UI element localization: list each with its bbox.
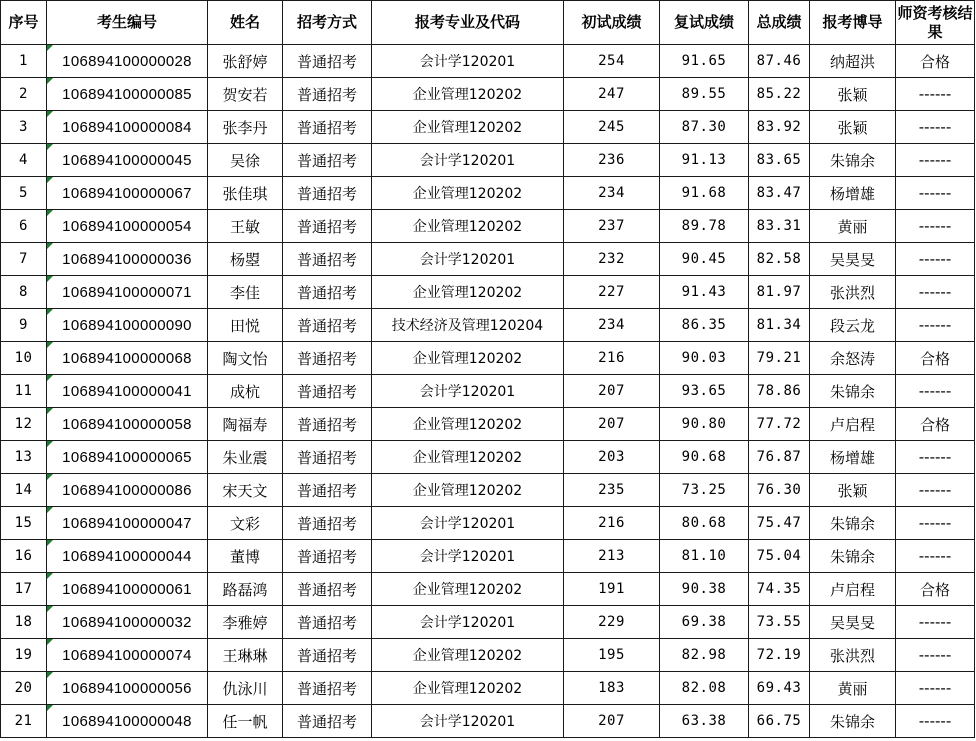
cell-major-code: 企业管理120202 bbox=[372, 474, 564, 507]
table-row bbox=[1, 672, 975, 705]
cell-supervisor: 张颖 bbox=[810, 474, 896, 507]
cell-admission-mode: 普通招考 bbox=[283, 111, 372, 144]
cell-name: 陶文怡 bbox=[208, 342, 283, 375]
cell-candidate-id: 106894100000047 bbox=[47, 507, 208, 540]
cell-seq: 21 bbox=[1, 705, 47, 738]
cell-major-code: 会计学120201 bbox=[372, 243, 564, 276]
cell-retest-score: 82.08 bbox=[660, 672, 749, 705]
cell-candidate-id: 106894100000065 bbox=[47, 441, 208, 474]
cell-initial-score: 237 bbox=[564, 210, 660, 243]
cell-supervisor: 黄丽 bbox=[810, 210, 896, 243]
cell-retest-score: 91.43 bbox=[660, 276, 749, 309]
cell-major-code: 会计学120201 bbox=[372, 507, 564, 540]
cell-major-code: 企业管理120202 bbox=[372, 111, 564, 144]
header-candidate-id: 考生编号 bbox=[47, 1, 208, 45]
cell-retest-score: 91.68 bbox=[660, 177, 749, 210]
cell-seq: 16 bbox=[1, 540, 47, 573]
cell-major-code: 会计学120201 bbox=[372, 144, 564, 177]
cell-admission-mode: 普通招考 bbox=[283, 342, 372, 375]
cell-admission-mode: 普通招考 bbox=[283, 507, 372, 540]
cell-initial-score: 191 bbox=[564, 573, 660, 606]
cell-initial-score: 207 bbox=[564, 375, 660, 408]
table-row bbox=[1, 507, 975, 540]
cell-total-score: 83.65 bbox=[749, 144, 810, 177]
cell-major-code: 会计学120201 bbox=[372, 540, 564, 573]
table-row bbox=[1, 111, 975, 144]
cell-admission-mode: 普通招考 bbox=[283, 408, 372, 441]
table-row bbox=[1, 375, 975, 408]
cell-candidate-id: 106894100000085 bbox=[47, 78, 208, 111]
cell-name: 王琳琳 bbox=[208, 639, 283, 672]
cell-total-score: 83.31 bbox=[749, 210, 810, 243]
cell-retest-score: 93.65 bbox=[660, 375, 749, 408]
cell-admission-mode: 普通招考 bbox=[283, 705, 372, 738]
table-row bbox=[1, 408, 975, 441]
cell-retest-score: 90.03 bbox=[660, 342, 749, 375]
cell-admission-mode: 普通招考 bbox=[283, 474, 372, 507]
cell-supervisor: 杨增雄 bbox=[810, 177, 896, 210]
header-seq: 序号 bbox=[1, 1, 47, 45]
cell-total-score: 85.22 bbox=[749, 78, 810, 111]
cell-faculty-review: 合格 bbox=[896, 45, 975, 78]
table-row bbox=[1, 573, 975, 606]
cell-seq: 17 bbox=[1, 573, 47, 606]
cell-supervisor: 张颖 bbox=[810, 78, 896, 111]
table-header bbox=[1, 1, 975, 45]
cell-candidate-id: 106894100000056 bbox=[47, 672, 208, 705]
cell-name: 文彩 bbox=[208, 507, 283, 540]
cell-supervisor: 张洪烈 bbox=[810, 639, 896, 672]
cell-faculty-review: ------ bbox=[896, 540, 975, 573]
cell-initial-score: 234 bbox=[564, 309, 660, 342]
cell-admission-mode: 普通招考 bbox=[283, 672, 372, 705]
cell-name: 董博 bbox=[208, 540, 283, 573]
cell-admission-mode: 普通招考 bbox=[283, 606, 372, 639]
cell-name: 田悦 bbox=[208, 309, 283, 342]
cell-seq: 13 bbox=[1, 441, 47, 474]
cell-faculty-review: ------ bbox=[896, 606, 975, 639]
cell-retest-score: 69.38 bbox=[660, 606, 749, 639]
cell-supervisor: 朱锦余 bbox=[810, 705, 896, 738]
cell-candidate-id: 106894100000028 bbox=[47, 45, 208, 78]
cell-seq: 2 bbox=[1, 78, 47, 111]
cell-major-code: 会计学120201 bbox=[372, 45, 564, 78]
cell-faculty-review: ------ bbox=[896, 507, 975, 540]
cell-faculty-review: ------ bbox=[896, 210, 975, 243]
table-row bbox=[1, 276, 975, 309]
table-row bbox=[1, 243, 975, 276]
cell-retest-score: 73.25 bbox=[660, 474, 749, 507]
cell-faculty-review: ------ bbox=[896, 474, 975, 507]
cell-major-code: 企业管理120202 bbox=[372, 408, 564, 441]
cell-name: 吴徐 bbox=[208, 144, 283, 177]
cell-supervisor: 卢启程 bbox=[810, 573, 896, 606]
table-row bbox=[1, 45, 975, 78]
header-name: 姓名 bbox=[208, 1, 283, 45]
cell-retest-score: 89.55 bbox=[660, 78, 749, 111]
cell-name: 仇泳川 bbox=[208, 672, 283, 705]
header-admission-mode: 招考方式 bbox=[283, 1, 372, 45]
cell-admission-mode: 普通招考 bbox=[283, 573, 372, 606]
cell-faculty-review: ------ bbox=[896, 309, 975, 342]
cell-admission-mode: 普通招考 bbox=[283, 243, 372, 276]
cell-faculty-review: ------ bbox=[896, 672, 975, 705]
cell-name: 路磊鸿 bbox=[208, 573, 283, 606]
cell-admission-mode: 普通招考 bbox=[283, 375, 372, 408]
cell-retest-score: 89.78 bbox=[660, 210, 749, 243]
cell-total-score: 78.86 bbox=[749, 375, 810, 408]
cell-total-score: 81.97 bbox=[749, 276, 810, 309]
cell-faculty-review: ------ bbox=[896, 375, 975, 408]
cell-name: 杨曌 bbox=[208, 243, 283, 276]
cell-retest-score: 90.45 bbox=[660, 243, 749, 276]
cell-admission-mode: 普通招考 bbox=[283, 639, 372, 672]
cell-supervisor: 吴昊旻 bbox=[810, 606, 896, 639]
cell-supervisor: 纳超洪 bbox=[810, 45, 896, 78]
cell-seq: 11 bbox=[1, 375, 47, 408]
cell-candidate-id: 106894100000074 bbox=[47, 639, 208, 672]
cell-candidate-id: 106894100000054 bbox=[47, 210, 208, 243]
cell-seq: 3 bbox=[1, 111, 47, 144]
cell-supervisor: 黄丽 bbox=[810, 672, 896, 705]
cell-total-score: 79.21 bbox=[749, 342, 810, 375]
cell-retest-score: 87.30 bbox=[660, 111, 749, 144]
cell-candidate-id: 106894100000032 bbox=[47, 606, 208, 639]
cell-retest-score: 86.35 bbox=[660, 309, 749, 342]
cell-seq: 4 bbox=[1, 144, 47, 177]
cell-admission-mode: 普通招考 bbox=[283, 177, 372, 210]
cell-initial-score: 216 bbox=[564, 342, 660, 375]
cell-total-score: 82.58 bbox=[749, 243, 810, 276]
cell-supervisor: 杨增雄 bbox=[810, 441, 896, 474]
table-row bbox=[1, 177, 975, 210]
cell-name: 陶福寿 bbox=[208, 408, 283, 441]
cell-name: 王敏 bbox=[208, 210, 283, 243]
table-row bbox=[1, 441, 975, 474]
header-faculty-review: 师资考核结果 bbox=[896, 1, 975, 45]
cell-supervisor: 卢启程 bbox=[810, 408, 896, 441]
header-total-score: 总成绩 bbox=[749, 1, 810, 45]
table-row bbox=[1, 606, 975, 639]
cell-retest-score: 80.68 bbox=[660, 507, 749, 540]
cell-initial-score: 229 bbox=[564, 606, 660, 639]
cell-admission-mode: 普通招考 bbox=[283, 210, 372, 243]
cell-name: 朱业震 bbox=[208, 441, 283, 474]
cell-major-code: 会计学120201 bbox=[372, 606, 564, 639]
cell-faculty-review: 合格 bbox=[896, 408, 975, 441]
cell-initial-score: 232 bbox=[564, 243, 660, 276]
cell-initial-score: 227 bbox=[564, 276, 660, 309]
cell-supervisor: 朱锦余 bbox=[810, 144, 896, 177]
cell-initial-score: 245 bbox=[564, 111, 660, 144]
cell-major-code: 企业管理120202 bbox=[372, 78, 564, 111]
cell-major-code: 企业管理120202 bbox=[372, 672, 564, 705]
cell-candidate-id: 106894100000068 bbox=[47, 342, 208, 375]
cell-total-score: 75.04 bbox=[749, 540, 810, 573]
cell-initial-score: 207 bbox=[564, 408, 660, 441]
table-row bbox=[1, 540, 975, 573]
cell-major-code: 会计学120201 bbox=[372, 375, 564, 408]
cell-total-score: 69.43 bbox=[749, 672, 810, 705]
cell-total-score: 76.87 bbox=[749, 441, 810, 474]
cell-supervisor: 张洪烈 bbox=[810, 276, 896, 309]
cell-major-code: 企业管理120202 bbox=[372, 573, 564, 606]
table-row bbox=[1, 78, 975, 111]
cell-total-score: 73.55 bbox=[749, 606, 810, 639]
cell-admission-mode: 普通招考 bbox=[283, 540, 372, 573]
cell-name: 张舒婷 bbox=[208, 45, 283, 78]
cell-initial-score: 183 bbox=[564, 672, 660, 705]
table-body bbox=[1, 45, 975, 738]
cell-seq: 19 bbox=[1, 639, 47, 672]
cell-supervisor: 段云龙 bbox=[810, 309, 896, 342]
cell-total-score: 66.75 bbox=[749, 705, 810, 738]
cell-seq: 10 bbox=[1, 342, 47, 375]
cell-major-code: 会计学120201 bbox=[372, 705, 564, 738]
header-supervisor: 报考博导 bbox=[810, 1, 896, 45]
cell-total-score: 81.34 bbox=[749, 309, 810, 342]
cell-major-code: 企业管理120202 bbox=[372, 342, 564, 375]
cell-admission-mode: 普通招考 bbox=[283, 441, 372, 474]
cell-faculty-review: 合格 bbox=[896, 342, 975, 375]
cell-total-score: 75.47 bbox=[749, 507, 810, 540]
cell-retest-score: 63.38 bbox=[660, 705, 749, 738]
cell-faculty-review: 合格 bbox=[896, 573, 975, 606]
cell-retest-score: 90.80 bbox=[660, 408, 749, 441]
cell-name: 李雅婷 bbox=[208, 606, 283, 639]
cell-name: 任一帆 bbox=[208, 705, 283, 738]
cell-admission-mode: 普通招考 bbox=[283, 45, 372, 78]
cell-initial-score: 247 bbox=[564, 78, 660, 111]
cell-major-code: 企业管理120202 bbox=[372, 210, 564, 243]
cell-major-code: 企业管理120202 bbox=[372, 177, 564, 210]
cell-candidate-id: 106894100000045 bbox=[47, 144, 208, 177]
cell-candidate-id: 106894100000041 bbox=[47, 375, 208, 408]
cell-faculty-review: ------ bbox=[896, 144, 975, 177]
table-row bbox=[1, 705, 975, 738]
cell-total-score: 74.35 bbox=[749, 573, 810, 606]
cell-seq: 9 bbox=[1, 309, 47, 342]
header-major-code: 报考专业及代码 bbox=[372, 1, 564, 45]
cell-major-code: 企业管理120202 bbox=[372, 639, 564, 672]
cell-total-score: 87.46 bbox=[749, 45, 810, 78]
cell-seq: 20 bbox=[1, 672, 47, 705]
cell-seq: 14 bbox=[1, 474, 47, 507]
cell-total-score: 72.19 bbox=[749, 639, 810, 672]
cell-candidate-id: 106894100000090 bbox=[47, 309, 208, 342]
cell-initial-score: 235 bbox=[564, 474, 660, 507]
table-row bbox=[1, 144, 975, 177]
cell-supervisor: 朱锦余 bbox=[810, 507, 896, 540]
cell-admission-mode: 普通招考 bbox=[283, 144, 372, 177]
header-row bbox=[1, 1, 975, 45]
table-row bbox=[1, 474, 975, 507]
table-row bbox=[1, 639, 975, 672]
cell-seq: 18 bbox=[1, 606, 47, 639]
cell-retest-score: 90.68 bbox=[660, 441, 749, 474]
cell-candidate-id: 106894100000048 bbox=[47, 705, 208, 738]
cell-admission-mode: 普通招考 bbox=[283, 276, 372, 309]
cell-name: 贺安若 bbox=[208, 78, 283, 111]
cell-seq: 7 bbox=[1, 243, 47, 276]
cell-retest-score: 81.10 bbox=[660, 540, 749, 573]
table-row bbox=[1, 342, 975, 375]
cell-candidate-id: 106894100000071 bbox=[47, 276, 208, 309]
cell-initial-score: 195 bbox=[564, 639, 660, 672]
cell-candidate-id: 106894100000084 bbox=[47, 111, 208, 144]
cell-supervisor: 朱锦余 bbox=[810, 375, 896, 408]
cell-initial-score: 234 bbox=[564, 177, 660, 210]
header-retest-score: 复试成绩 bbox=[660, 1, 749, 45]
cell-major-code: 企业管理120202 bbox=[372, 276, 564, 309]
cell-seq: 12 bbox=[1, 408, 47, 441]
cell-admission-mode: 普通招考 bbox=[283, 78, 372, 111]
cell-supervisor: 吴昊旻 bbox=[810, 243, 896, 276]
table-row bbox=[1, 210, 975, 243]
cell-candidate-id: 106894100000061 bbox=[47, 573, 208, 606]
cell-faculty-review: ------ bbox=[896, 177, 975, 210]
cell-seq: 8 bbox=[1, 276, 47, 309]
cell-seq: 15 bbox=[1, 507, 47, 540]
cell-initial-score: 236 bbox=[564, 144, 660, 177]
cell-total-score: 83.92 bbox=[749, 111, 810, 144]
cell-faculty-review: ------ bbox=[896, 111, 975, 144]
cell-faculty-review: ------ bbox=[896, 639, 975, 672]
cell-candidate-id: 106894100000067 bbox=[47, 177, 208, 210]
cell-faculty-review: ------ bbox=[896, 705, 975, 738]
cell-initial-score: 207 bbox=[564, 705, 660, 738]
cell-initial-score: 254 bbox=[564, 45, 660, 78]
cell-seq: 5 bbox=[1, 177, 47, 210]
cell-retest-score: 91.13 bbox=[660, 144, 749, 177]
cell-initial-score: 213 bbox=[564, 540, 660, 573]
cell-total-score: 83.47 bbox=[749, 177, 810, 210]
cell-faculty-review: ------ bbox=[896, 78, 975, 111]
cell-supervisor: 余怒涛 bbox=[810, 342, 896, 375]
table-row bbox=[1, 309, 975, 342]
cell-supervisor: 朱锦余 bbox=[810, 540, 896, 573]
cell-initial-score: 203 bbox=[564, 441, 660, 474]
cell-name: 成杭 bbox=[208, 375, 283, 408]
cell-seq: 1 bbox=[1, 45, 47, 78]
cell-major-code: 企业管理120202 bbox=[372, 441, 564, 474]
cell-candidate-id: 106894100000058 bbox=[47, 408, 208, 441]
cell-name: 李佳 bbox=[208, 276, 283, 309]
cell-name: 张李丹 bbox=[208, 111, 283, 144]
cell-major-code: 技术经济及管理120204 bbox=[372, 309, 564, 342]
cell-faculty-review: ------ bbox=[896, 276, 975, 309]
cell-total-score: 76.30 bbox=[749, 474, 810, 507]
cell-name: 宋天文 bbox=[208, 474, 283, 507]
cell-candidate-id: 106894100000036 bbox=[47, 243, 208, 276]
cell-candidate-id: 106894100000086 bbox=[47, 474, 208, 507]
cell-retest-score: 91.65 bbox=[660, 45, 749, 78]
cell-retest-score: 90.38 bbox=[660, 573, 749, 606]
cell-initial-score: 216 bbox=[564, 507, 660, 540]
cell-name: 张佳琪 bbox=[208, 177, 283, 210]
cell-admission-mode: 普通招考 bbox=[283, 309, 372, 342]
cell-supervisor: 张颖 bbox=[810, 111, 896, 144]
cell-seq: 6 bbox=[1, 210, 47, 243]
cell-faculty-review: ------ bbox=[896, 441, 975, 474]
cell-candidate-id: 106894100000044 bbox=[47, 540, 208, 573]
cell-total-score: 77.72 bbox=[749, 408, 810, 441]
cell-faculty-review: ------ bbox=[896, 243, 975, 276]
cell-retest-score: 82.98 bbox=[660, 639, 749, 672]
header-initial-score: 初试成绩 bbox=[564, 1, 660, 45]
